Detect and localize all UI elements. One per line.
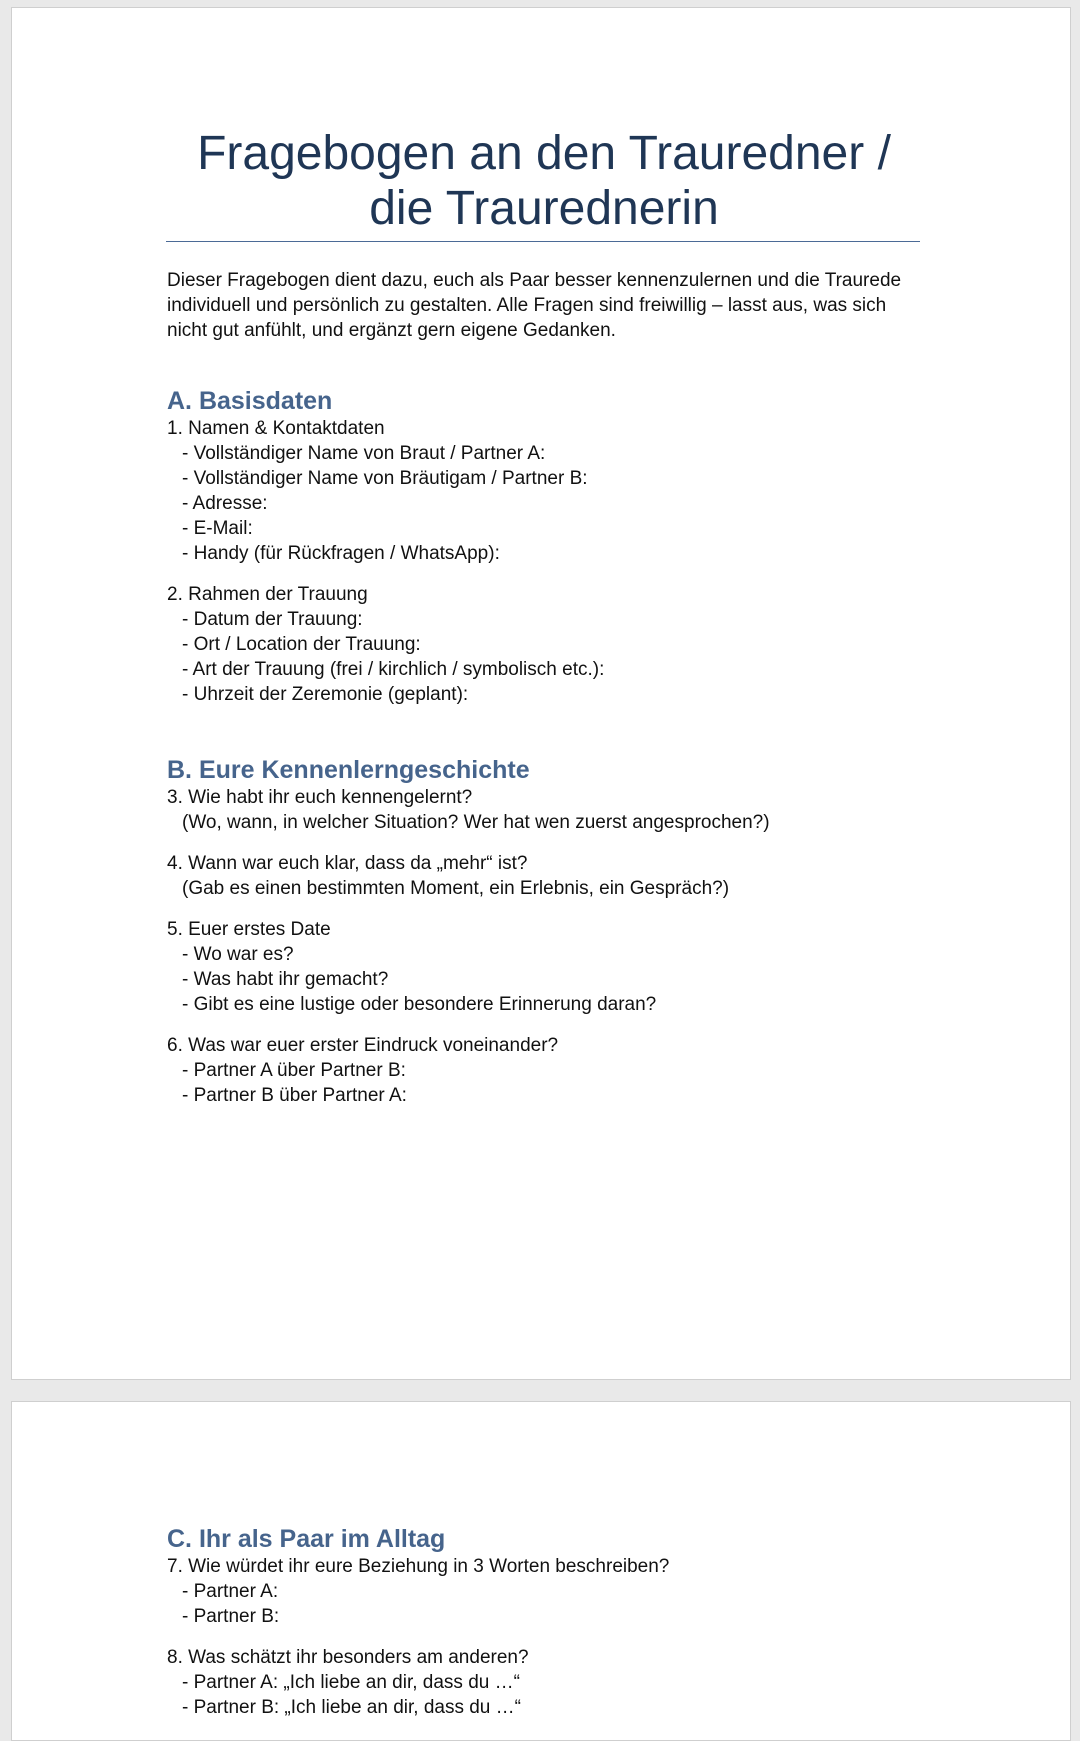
question-6-item: - Partner B über Partner A: [182, 1085, 407, 1106]
document-page-2 [11, 1401, 1071, 1741]
question-5-title: 5. Euer erstes Date [167, 919, 331, 940]
question-3 [167, 785, 947, 835]
section-kennenlerngeschichte [167, 755, 947, 1108]
section-heading-c: C. Ihr als Paar im Alltag [167, 1525, 446, 1553]
intro-paragraph: Dieser Fragebogen dient dazu, euch als Paar besser kennenzulernen und die Traurede individuell und persönlich zu gestalten. Alle Fragen sind freiwillig – lasst aus, was sich nicht gut anfühlt, und ergänzt gern eigene Gedanken. [167, 270, 902, 341]
section-paar-im-alltag [167, 1524, 947, 1720]
section-heading-b: B. Eure Kennenlerngeschichte [167, 756, 530, 784]
question-6-item: - Partner A über Partner B: [182, 1060, 406, 1081]
question-1-item: - Vollständiger Name von Braut / Partner A: [182, 443, 546, 464]
question-6-title: 6. Was war euer erster Eindruck voneinander? [167, 1035, 559, 1056]
question-2-title: 2. Rahmen der Trauung [167, 584, 368, 605]
section-basisdaten [167, 386, 947, 707]
question-7-title: 7. Wie würdet ihr eure Beziehung in 3 Worten beschreiben? [167, 1556, 670, 1577]
question-2-item: - Datum der Trauung: [182, 609, 363, 630]
question-2-item: - Ort / Location der Trauung: [182, 634, 421, 655]
question-1-item: - Vollständiger Name von Bräutigam / Partner B: [182, 468, 588, 489]
question-2 [167, 582, 947, 707]
question-1-item: - E-Mail: [182, 518, 253, 539]
question-5-item: - Gibt es eine lustige oder besondere Erinnerung daran? [182, 994, 657, 1015]
question-5-item: - Wo war es? [182, 944, 294, 965]
question-4-hint: (Gab es einen bestimmten Moment, ein Erlebnis, ein Gespräch?) [182, 878, 730, 899]
question-7 [167, 1554, 947, 1629]
question-4-title: 4. Wann war euch klar, dass da „mehr“ ist? [167, 853, 528, 874]
question-1-title: 1. Namen & Kontaktdaten [167, 418, 385, 439]
question-7-item: - Partner B: [182, 1606, 280, 1627]
question-1-item: - Handy (für Rückfragen / WhatsApp): [182, 543, 500, 564]
question-1 [167, 416, 947, 566]
question-4 [167, 851, 947, 901]
question-8-item: - Partner A: „Ich liebe an dir, dass du …“ [182, 1672, 520, 1693]
question-7-item: - Partner A: [182, 1581, 279, 1602]
question-5-item: - Was habt ihr gemacht? [182, 969, 389, 990]
question-8-title: 8. Was schätzt ihr besonders am anderen? [167, 1647, 529, 1668]
question-3-title: 3. Wie habt ihr euch kennengelernt? [167, 787, 473, 808]
question-2-item: - Uhrzeit der Zeremonie (geplant): [182, 684, 469, 705]
document-page-1 [11, 7, 1071, 1380]
question-6 [167, 1033, 947, 1108]
document-title: Fragebogen an den Trauredner / die Traurednerin [197, 127, 891, 235]
question-2-item: - Art der Trauung (frei / kirchlich / symbolisch etc.): [182, 659, 605, 680]
question-3-hint: (Wo, wann, in welcher Situation? Wer hat wen zuerst angesprochen?) [182, 812, 770, 833]
question-5 [167, 917, 947, 1017]
question-8-item: - Partner B: „Ich liebe an dir, dass du …“ [182, 1697, 521, 1718]
question-8 [167, 1645, 947, 1720]
question-1-item: - Adresse: [182, 493, 268, 514]
title-underline [166, 241, 920, 242]
section-heading-a: A. Basisdaten [167, 387, 333, 415]
